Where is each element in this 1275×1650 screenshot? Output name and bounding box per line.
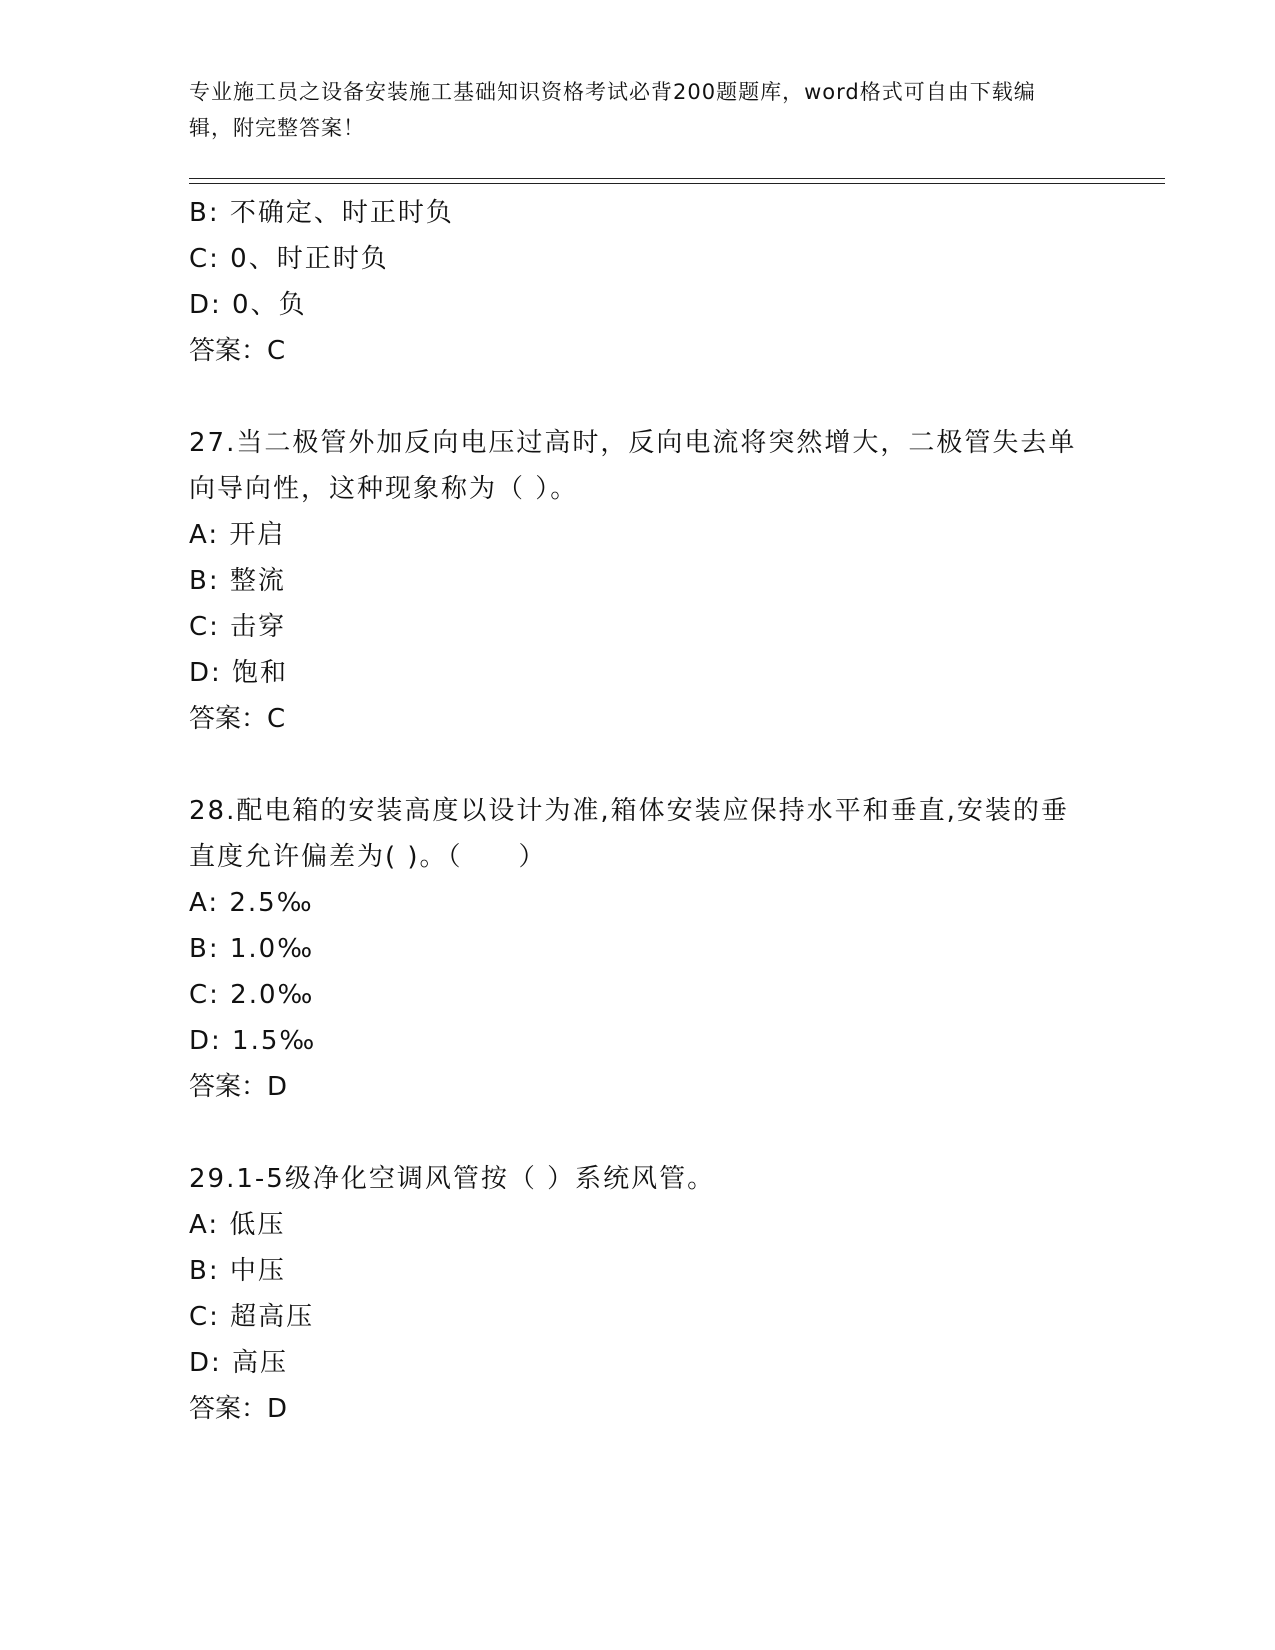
answer-line: 答案：C xyxy=(189,704,286,734)
question-block-partial xyxy=(189,190,1089,374)
option-d: D: 1.5‰ xyxy=(189,1026,317,1056)
option-d: D: 高压 xyxy=(189,1348,289,1378)
question-block-29 xyxy=(189,1156,1089,1432)
header-divider-top xyxy=(189,178,1165,179)
spacer xyxy=(189,1110,1089,1156)
answer-line: 答案：C xyxy=(189,336,286,366)
option-c: C: 0、时正时负 xyxy=(189,244,389,274)
question-block-28 xyxy=(189,788,1089,1110)
option-b: B: 整流 xyxy=(189,566,286,596)
question-block-27 xyxy=(189,420,1089,742)
question-stem: 29.1-5级净化空调风管按（ ）系统风管。 xyxy=(189,1164,716,1194)
spacer xyxy=(189,742,1089,788)
header-divider-bottom xyxy=(189,183,1165,184)
option-d: D: 饱和 xyxy=(189,658,289,688)
question-stem: 27.当二极管外加反向电压过高时，反向电流将突然增大，二极管失去单向导向性，这种现象称为（ ）。 xyxy=(189,428,1077,504)
answer-line: 答案：D xyxy=(189,1394,288,1424)
option-b: B: 1.0‰ xyxy=(189,934,315,964)
question-stem: 28.配电箱的安装高度以设计为准,箱体安装应保持水平和垂直,安装的垂直度允许偏差为( )。（ ） xyxy=(189,796,1069,872)
spacer xyxy=(189,374,1089,420)
answer-line: 答案：D xyxy=(189,1072,288,1102)
option-c: C: 击穿 xyxy=(189,612,287,642)
question-list xyxy=(189,190,1089,1432)
option-c: C: 超高压 xyxy=(189,1302,315,1332)
option-a: A: 2.5‰ xyxy=(189,888,314,918)
option-d: D: 0、负 xyxy=(189,290,307,320)
option-c: C: 2.0‰ xyxy=(189,980,315,1010)
document-header: 专业施工员之设备安装施工基础知识资格考试必背200题题库，word格式可自由下载编辑，附完整答案！ xyxy=(189,80,1036,140)
option-a: A: 低压 xyxy=(189,1210,286,1240)
option-b: B: 不确定、时正时负 xyxy=(189,198,454,228)
option-b: B: 中压 xyxy=(189,1256,286,1286)
option-a: A: 开启 xyxy=(189,520,286,550)
